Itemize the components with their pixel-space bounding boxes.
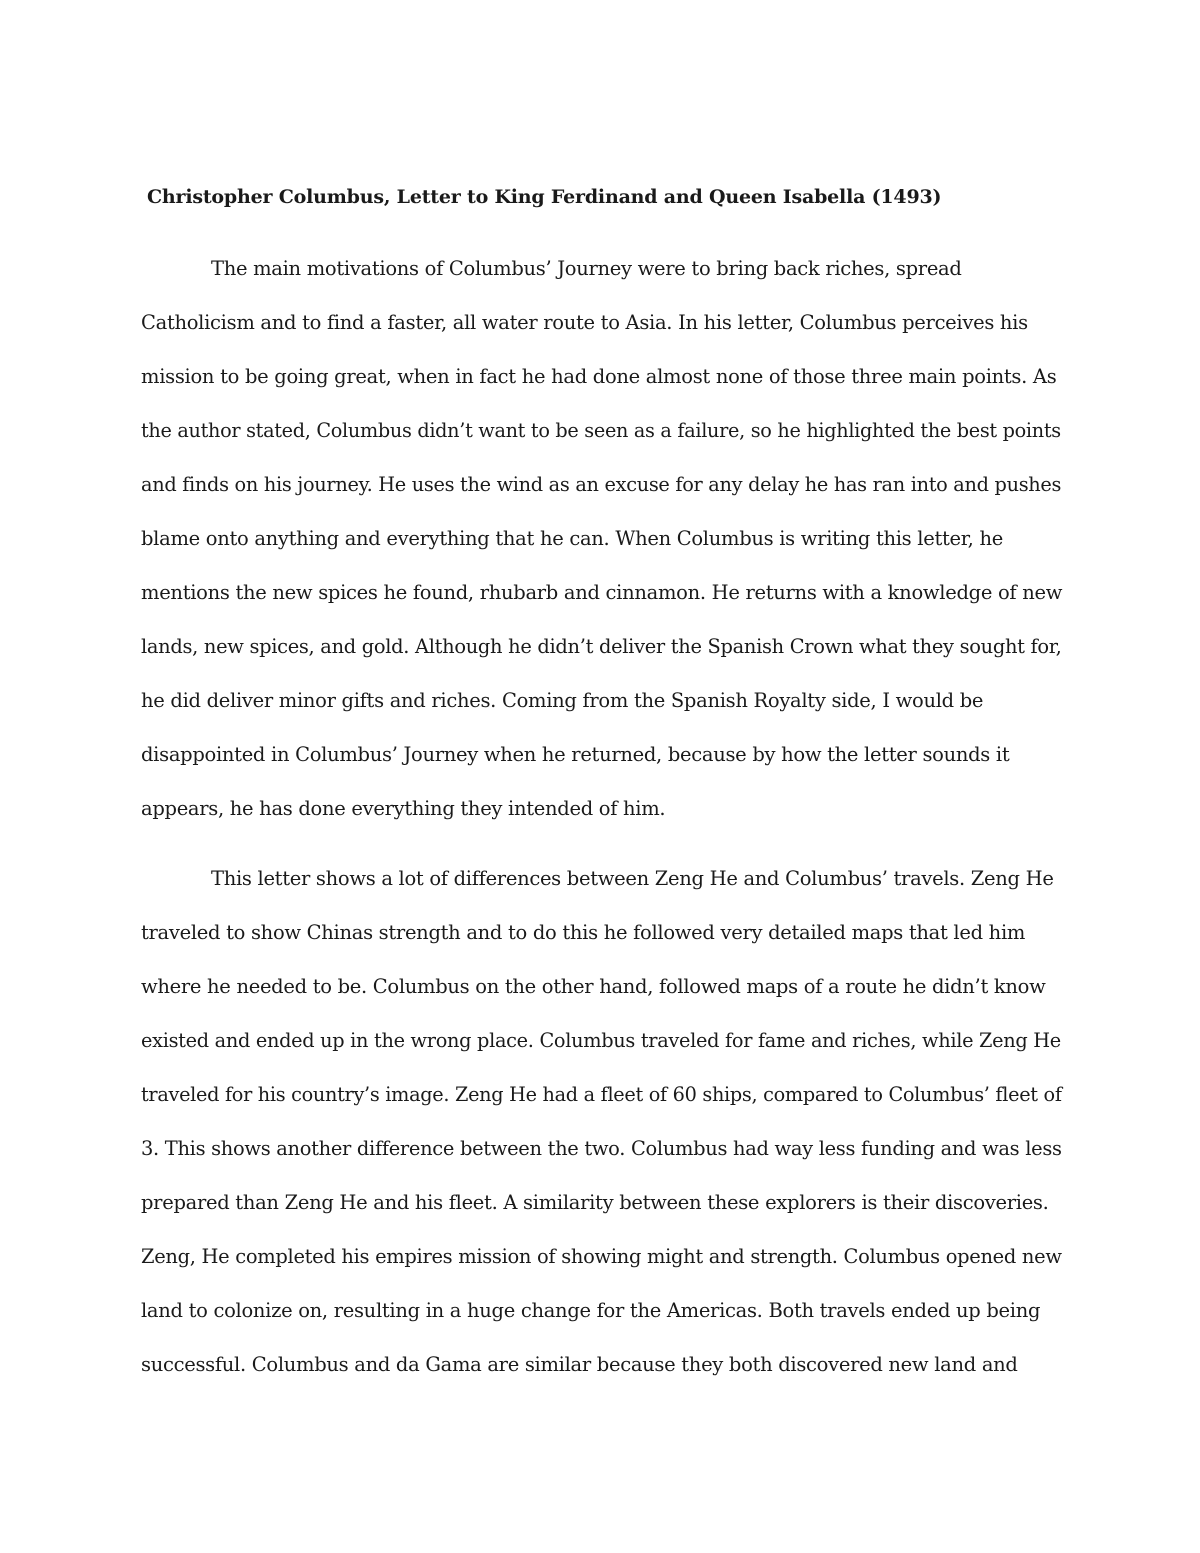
paragraph-line: blame onto anything and everything that he can. When Columbus is writing this letter, he: [141, 527, 1003, 550]
paragraph-line: The main motivations of Columbus’ Journey were to bring back riches, spread: [211, 257, 962, 280]
paragraph-line: where he needed to be. Columbus on the other hand, followed maps of a route he didn’t know: [141, 975, 1046, 998]
paragraph-line: traveled to show Chinas strength and to do this he followed very detailed maps that led him: [141, 921, 1026, 944]
paragraph-line: existed and ended up in the wrong place. Columbus traveled for fame and riches, while Zeng He: [141, 1029, 1061, 1052]
paragraph-line: mentions the new spices he found, rhubarb and cinnamon. He returns with a knowledge of new: [141, 581, 1063, 604]
paragraph-line: traveled for his country’s image. Zeng He had a fleet of 60 ships, compared to Columbus’ fleet of: [141, 1083, 1062, 1106]
paragraph-line: the author stated, Columbus didn’t want to be seen as a failure, so he highlighted the best points: [141, 419, 1061, 442]
paragraph-line: This letter shows a lot of differences between Zeng He and Columbus’ travels. Zeng He: [211, 867, 1054, 890]
paragraph-line: successful. Columbus and da Gama are similar because they both discovered new land and: [141, 1353, 1018, 1376]
paragraph-line: lands, new spices, and gold. Although he didn’t deliver the Spanish Crown what they sought for,: [141, 635, 1062, 658]
paragraph-line: disappointed in Columbus’ Journey when he returned, because by how the letter sounds it: [141, 743, 1010, 766]
paragraph-line: land to colonize on, resulting in a huge change for the Americas. Both travels ended up being: [141, 1299, 1041, 1322]
paragraph-line: 3. This shows another difference between the two. Columbus had way less funding and was less: [141, 1137, 1062, 1160]
paragraph-line: mission to be going great, when in fact he had done almost none of those three main points. As: [141, 365, 1057, 388]
paragraph-line: and finds on his journey. He uses the wind as an excuse for any delay he has ran into and pushes: [141, 473, 1062, 496]
paragraph-line: appears, he has done everything they intended of him.: [141, 797, 666, 820]
paragraph-line: he did deliver minor gifts and riches. Coming from the Spanish Royalty side, I would be: [141, 689, 984, 712]
paragraph-line: prepared than Zeng He and his fleet. A similarity between these explorers is their discoveries.: [141, 1191, 1049, 1214]
document-title: Christopher Columbus, Letter to King Ferdinand and Queen Isabella (1493): [147, 186, 942, 208]
paragraph-line: Catholicism and to find a faster, all water route to Asia. In his letter, Columbus perceives his: [141, 311, 1028, 334]
paragraph-line: Zeng, He completed his empires mission of showing might and strength. Columbus opened new: [141, 1245, 1062, 1268]
